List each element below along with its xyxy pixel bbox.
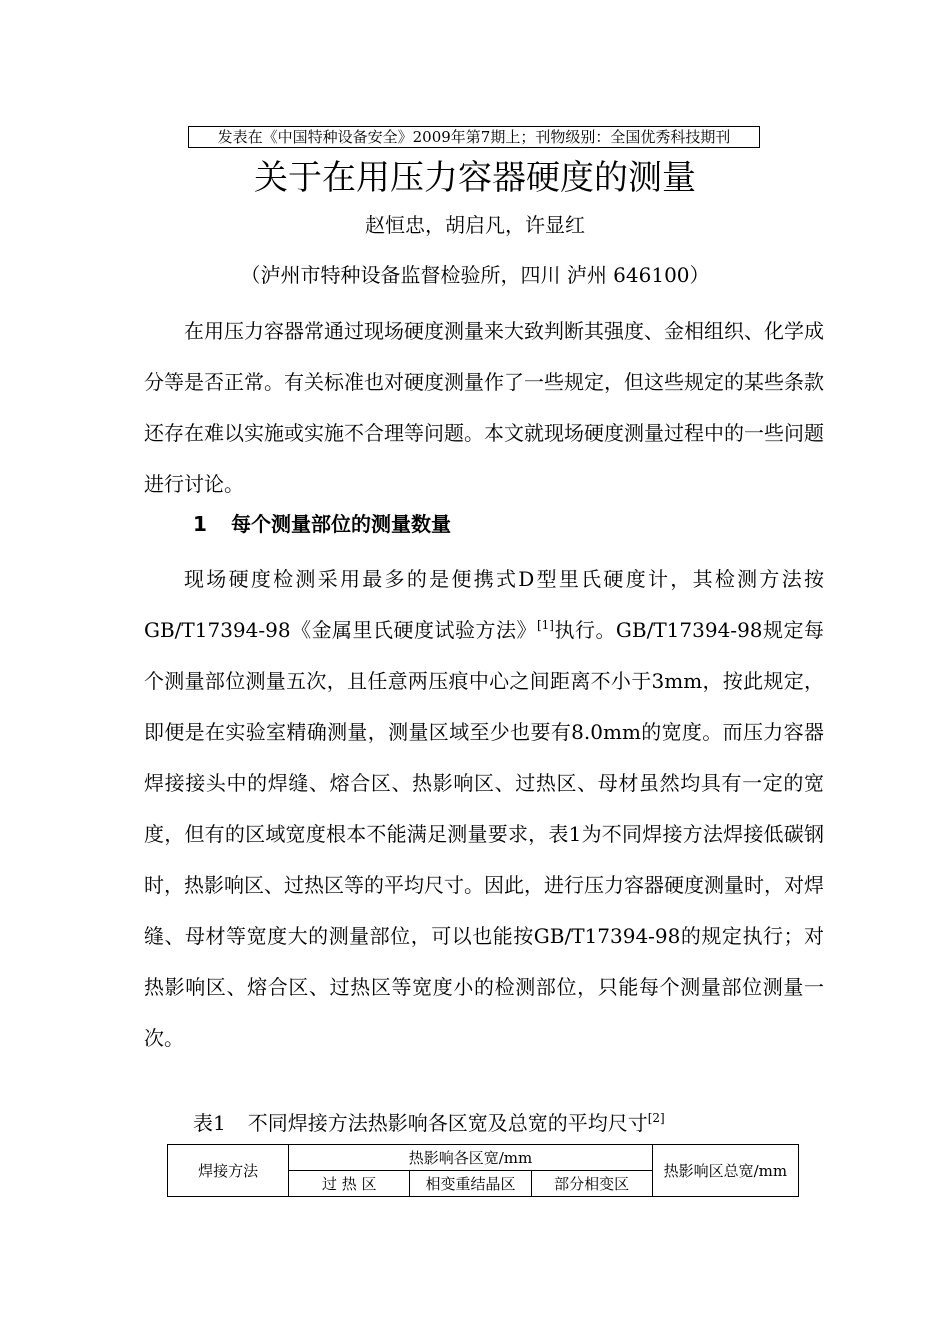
section-title: 每个测量部位的测量数量 — [231, 512, 451, 536]
table-reference-marker: [2] — [647, 1111, 665, 1125]
paper-title: 关于在用压力容器硬度的测量 — [254, 158, 696, 198]
reference-marker: [1] — [536, 618, 554, 632]
col-header-recrystallization-zone: 相变重结晶区 — [410, 1171, 531, 1197]
table-caption — [193, 1108, 665, 1138]
publication-note: 发表在《中国特种设备安全》2009年第7期上；刊物级别：全国优秀科技期刊 — [188, 126, 760, 148]
col-header-partial-transformation-zone: 部分相变区 — [531, 1171, 652, 1197]
section-paragraph — [144, 554, 824, 1064]
col-header-overheat-zone: 过 热 区 — [289, 1171, 410, 1197]
section-number: 1 — [193, 512, 207, 536]
abstract-paragraph: 在用压力容器常通过现场硬度测量来大致判断其强度、金相组织、化学成分等是否正常。有关标准也对硬度测量作了一些规定，但这些规定的某些条款还存在难以实施或实施不合理等问题。本文就现场硬度测量过程中的一些问题进行讨论。 — [144, 319, 824, 496]
table-caption-text: 不同焊接方法热影响各区宽及总宽的平均尺寸 — [247, 1111, 648, 1135]
col-header-method: 焊接方法 — [168, 1145, 289, 1197]
data-table — [167, 1144, 799, 1197]
table-label: 表1 — [193, 1111, 226, 1135]
paragraph-text-1: 现场硬度检测采用最多的是便携式D型里氏硬度计，其检测方法按GB/T17394-98《金属里氏硬度试验方法》 — [144, 567, 824, 642]
paragraph-text-2: 执行。GB/T17394-98规定每个测量部位测量五次，且任意两压痕中心之间距离不小于3mm，按此规定，即便是在实验室精确测量，测量区域至少也要有8.0mm的宽度。而压力容器焊接接头中的焊缝、熔合区、热影响区、过热区、母材虽然均具有一定的宽度，但有的区域宽度根本不能满足测量要求，表1为不同焊接方法焊接低碳钢时，热影响区、过热区等的平均尺寸。因此，进行压力容器硬度测量时，对焊缝、母材等宽度大的测量部位，可以也能按GB/T17394-98的规定执行；对热影响区、熔合区、过热区等宽度小的检测部位，只能每个测量部位测量一次。 — [144, 618, 824, 1050]
affiliation: （泸州市特种设备监督检验所，四川 泸州 646100） — [240, 263, 710, 287]
authors: 赵恒忠，胡启凡，许显红 — [365, 213, 585, 237]
table-header-row — [168, 1145, 799, 1171]
section-heading — [193, 504, 451, 544]
col-header-total-width: 热影响区总宽/mm — [652, 1145, 798, 1197]
col-header-zone-width: 热影响各区宽/mm — [289, 1145, 653, 1171]
